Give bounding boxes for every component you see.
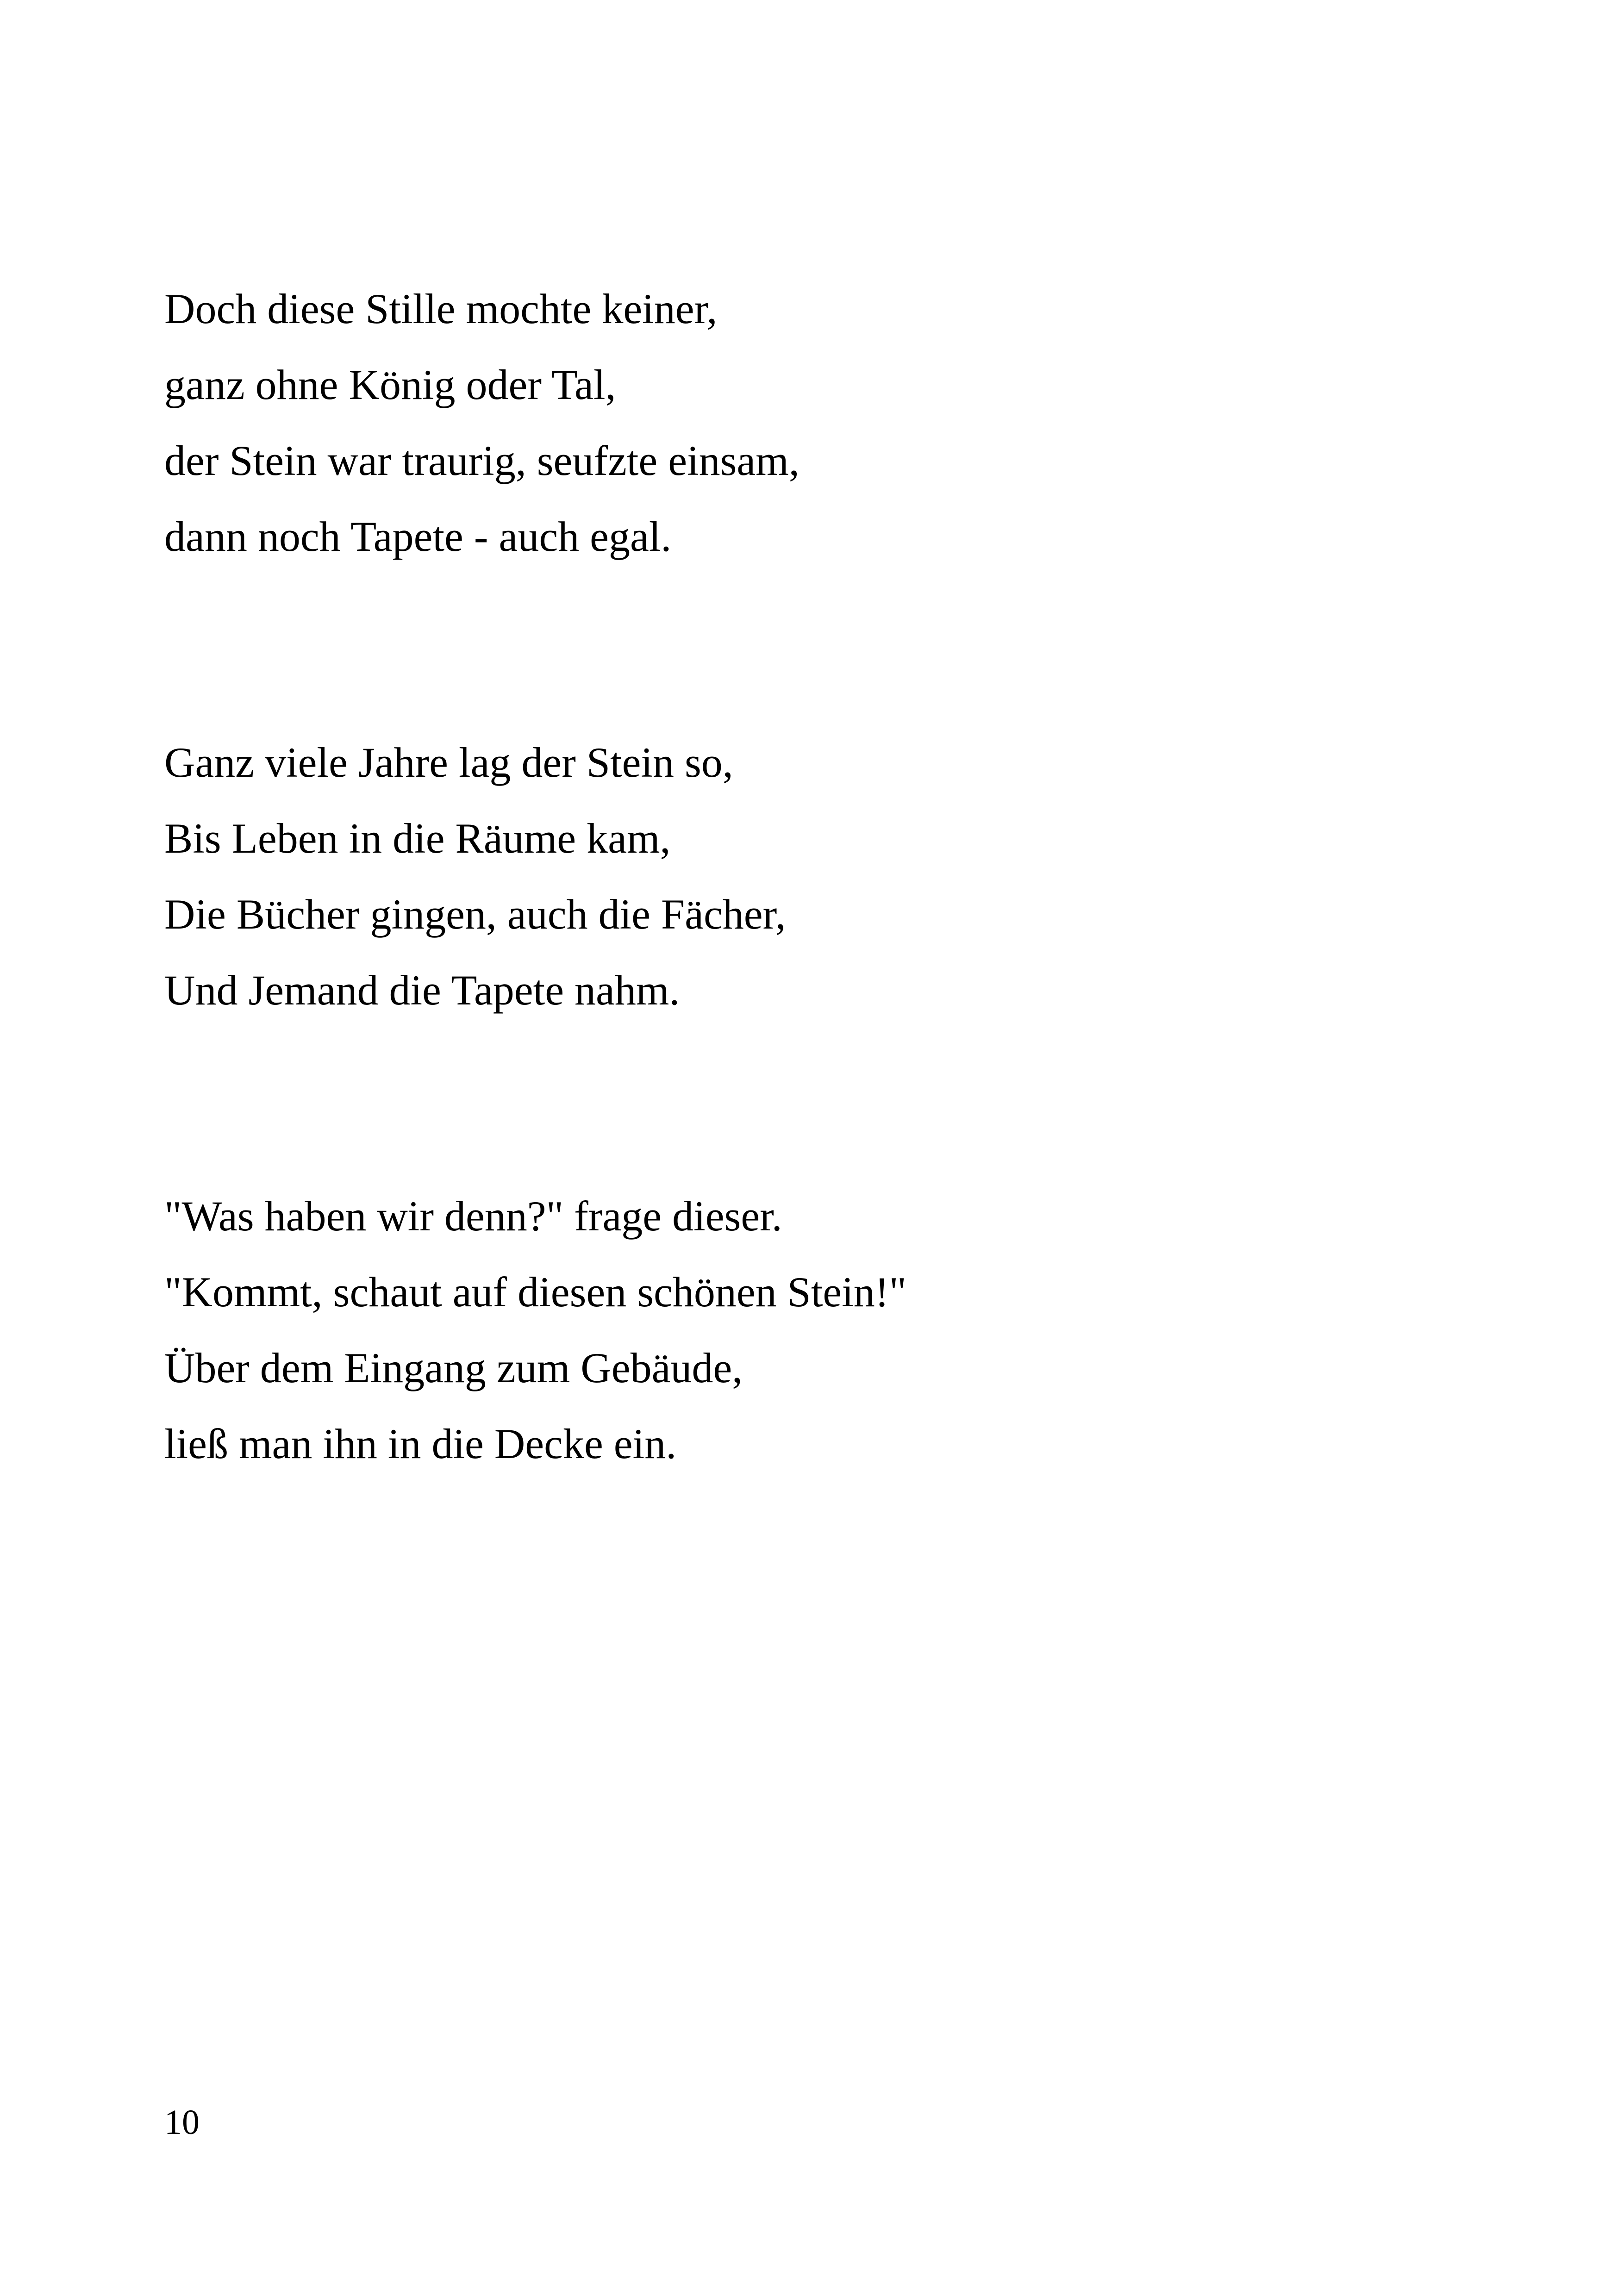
- poem-line: der Stein war traurig, seufzte einsam,: [164, 437, 800, 484]
- poem-line: "Was haben wir denn?" frage dieser.: [164, 1192, 782, 1240]
- poem-line: Und Jemand die Tapete nahm.: [164, 967, 680, 1014]
- poem-line: Ganz viele Jahre lag der Stein so,: [164, 739, 733, 786]
- poem-stanza-1: [164, 271, 800, 574]
- poem-line: ganz ohne König oder Tal,: [164, 361, 616, 408]
- page-number: 10: [164, 2103, 200, 2142]
- poem-line: Doch diese Stille mochte keiner,: [164, 285, 718, 332]
- poem-line: "Kommt, schaut auf diesen schönen Stein!": [164, 1268, 906, 1316]
- poem-line: Die Bücher gingen, auch die Fächer,: [164, 891, 786, 938]
- poem-line: Bis Leben in die Räume kam,: [164, 815, 671, 862]
- poem-line: Über dem Eingang zum Gebäude,: [164, 1344, 743, 1391]
- poem-line: dann noch Tapete - auch egal.: [164, 513, 672, 560]
- poem-stanza-2: [164, 724, 786, 1028]
- poem-stanza-3: [164, 1178, 906, 1482]
- poem-line: ließ man ihn in die Decke ein.: [164, 1420, 677, 1467]
